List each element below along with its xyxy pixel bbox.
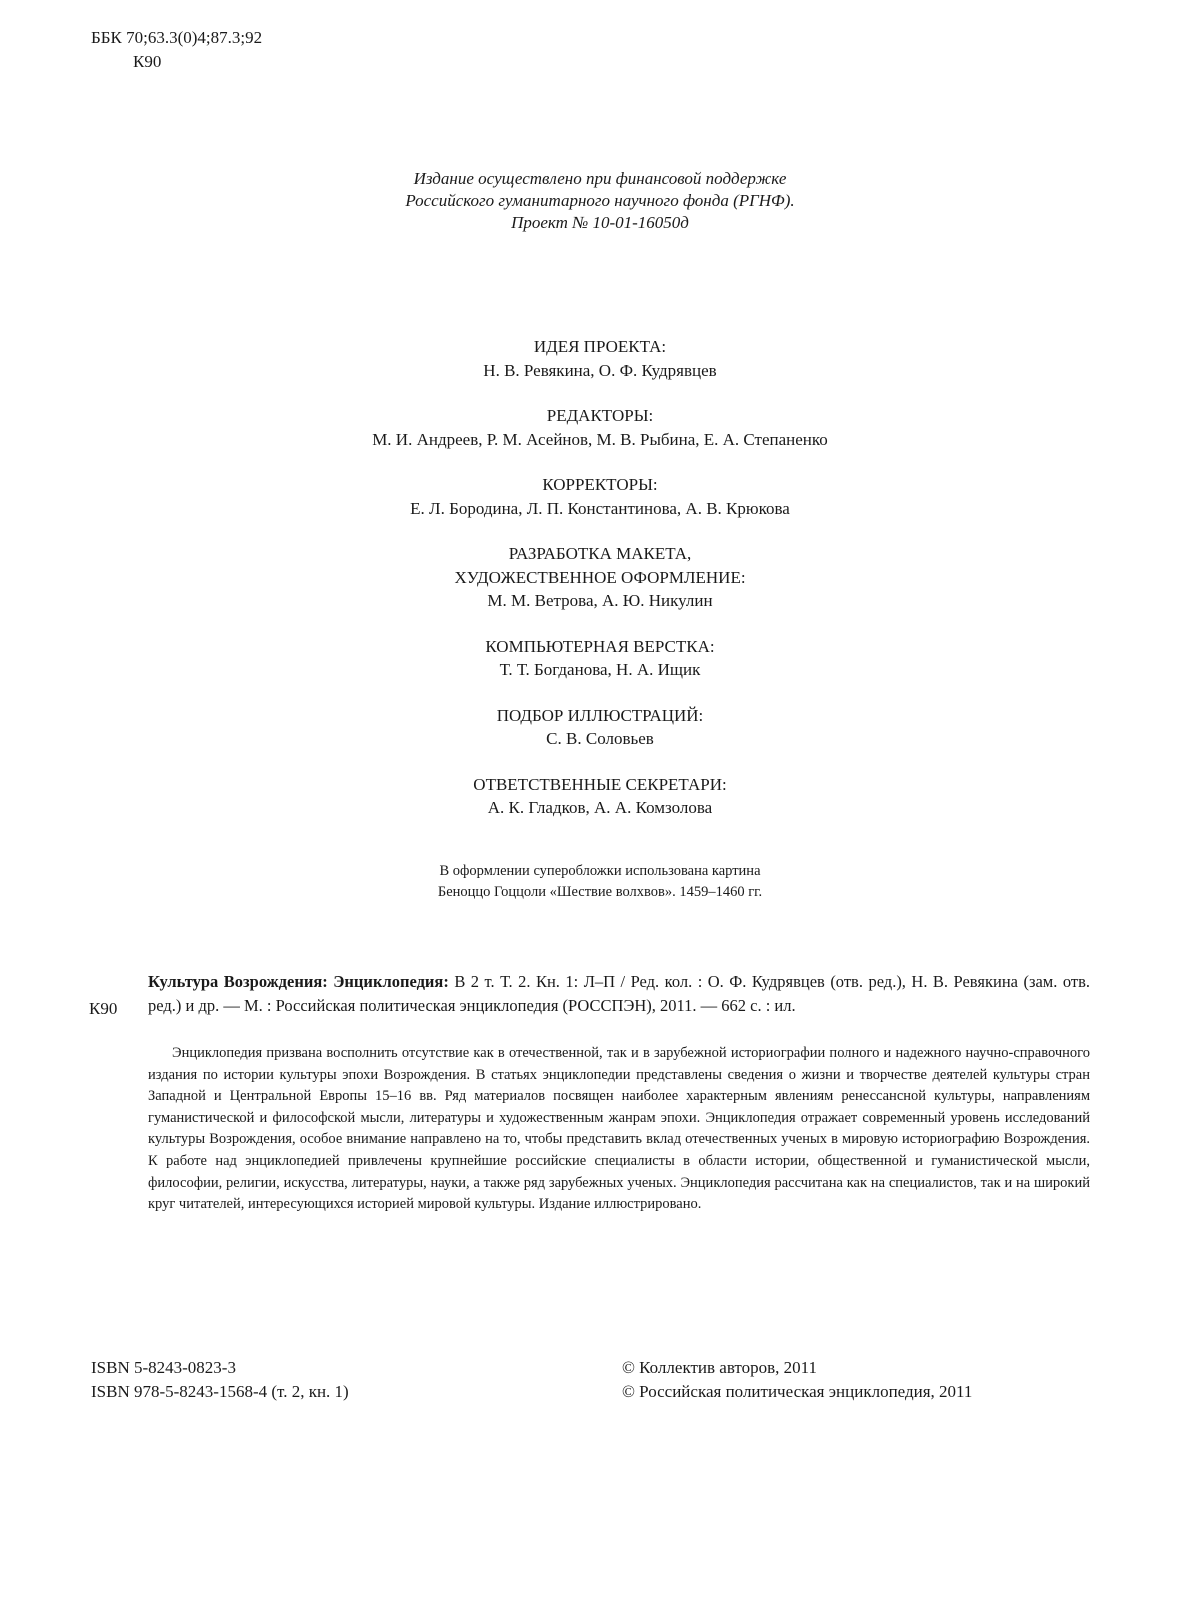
copyright-block bbox=[622, 1356, 972, 1404]
credit-proofreaders bbox=[0, 473, 1200, 520]
copyright-line: © Коллектив авторов, 2011 bbox=[622, 1358, 818, 1377]
credit-role: РАЗРАБОТКА МАКЕТА, bbox=[508, 544, 692, 563]
funding-line: Проект № 10-01-16050д bbox=[511, 213, 689, 232]
isbn-block bbox=[91, 1356, 349, 1404]
funding-line: Издание осуществлено при финансовой поддержке bbox=[413, 169, 787, 188]
credit-role: ОТВЕТСТВЕННЫЕ СЕКРЕТАРИ: bbox=[473, 774, 727, 794]
bibliographic-record bbox=[148, 970, 1090, 1018]
credit-names: Е. Л. Бородина, Л. П. Константинова, А. В. Крюкова bbox=[410, 498, 790, 518]
credit-role: КОРРЕКТОРЫ: bbox=[542, 475, 658, 494]
author-mark: К90 bbox=[133, 52, 162, 71]
credit-role: ХУДОЖЕСТВЕННОЕ ОФОРМЛЕНИЕ: bbox=[454, 567, 746, 587]
k90-mark: К90 bbox=[89, 999, 118, 1018]
credit-names: М. И. Андреев, Р. М. Асейнов, М. В. Рыбина, Е. А. Степаненко bbox=[372, 429, 828, 449]
credit-secretaries bbox=[0, 773, 1200, 820]
cover-note bbox=[0, 861, 1200, 903]
credit-editors bbox=[0, 404, 1200, 451]
isbn-line: ISBN 978-5-8243-1568-4 (т. 2, кн. 1) bbox=[91, 1382, 349, 1401]
credit-names: М. М. Ветрова, А. Ю. Никулин bbox=[487, 591, 713, 610]
credits-section bbox=[0, 335, 1200, 842]
bibliographic-details: В 2 т. Т. 2. Кн. 1: Л–П / Ред. кол. : О. Ф. Кудрявцев (отв. ред.), Н. В. Ревякина (зам. отв. ред.) и др. — М. : Российская политическая энциклопедия (РОССПЭН), 2011. — 662 с. : ил. bbox=[148, 972, 1090, 1015]
bbk-classification bbox=[91, 26, 262, 74]
credit-role: КОМПЬЮТЕРНАЯ ВЕРСТКА: bbox=[485, 636, 715, 656]
credit-role: ИДЕЯ ПРОЕКТА: bbox=[533, 337, 667, 356]
copyright-line: © Российская политическая энциклопедия, 2011 bbox=[622, 1382, 973, 1401]
abstract: Энциклопедия призвана восполнить отсутствие как в отечественной, так и в зарубежной историографии полного и надежного научно-справочного издания по истории культуры эпохи Возрождения. В статьях энциклопедии представлены сведения о жизни и творчестве деятелей культуры стран Западной и Центральной Европы 15–16 вв. Ряд материалов посвящен наиболее характерным явлениям ренессансной культуры, направлениям гуманистической и философской мысли, литературы и художественным жанрам эпохи. Энциклопедия отражает современный уровень исследований культуры Возрождения, особое внимание направлено на то, чтобы представить вклад отечественных ученых в мировую историографию Возрождения. К работе над энциклопедией привлечены крупнейшие российские специалисты в области истории, общественной и гуманистической мысли, философии, религии, искусства, литературы, науки, а также ряд зарубежных ученых. Энциклопедия рассчитана как на специалистов, так и на широкий круг читателей, интересующихся историей мировой культуры. Издание иллюстрировано. bbox=[148, 1045, 1090, 1213]
credit-design bbox=[0, 542, 1200, 613]
credit-role: ПОДБОР ИЛЛЮСТРАЦИЙ: bbox=[496, 705, 704, 725]
credit-names: С. В. Соловьев bbox=[546, 729, 654, 748]
credit-role: РЕДАКТОРЫ: bbox=[546, 406, 654, 425]
cover-line: Беноццо Гоццоли «Шествие волхвов». 1459–1460 гг. bbox=[437, 884, 763, 900]
funding-line: Российского гуманитарного научного фонда (РГНФ). bbox=[405, 191, 795, 210]
credit-project-idea bbox=[0, 335, 1200, 382]
isbn-line: ISBN 5-8243-0823-3 bbox=[91, 1358, 236, 1377]
bbk-code: ББК 70;63.3(0)4;87.3;92 bbox=[91, 28, 263, 47]
funding-note bbox=[0, 168, 1200, 234]
bibliographic-title: Культура Возрождения: Энциклопедия: bbox=[148, 972, 449, 991]
credit-names: Н. В. Ревякина, О. Ф. Кудрявцев bbox=[483, 360, 717, 380]
credit-names: Т. Т. Богданова, Н. А. Ищик bbox=[499, 660, 701, 679]
cover-line: В оформлении суперобложки использована картина bbox=[439, 863, 761, 879]
credit-layout bbox=[0, 635, 1200, 682]
credit-illustrations bbox=[0, 704, 1200, 751]
credit-names: А. К. Гладков, А. А. Комзолова bbox=[487, 798, 713, 817]
